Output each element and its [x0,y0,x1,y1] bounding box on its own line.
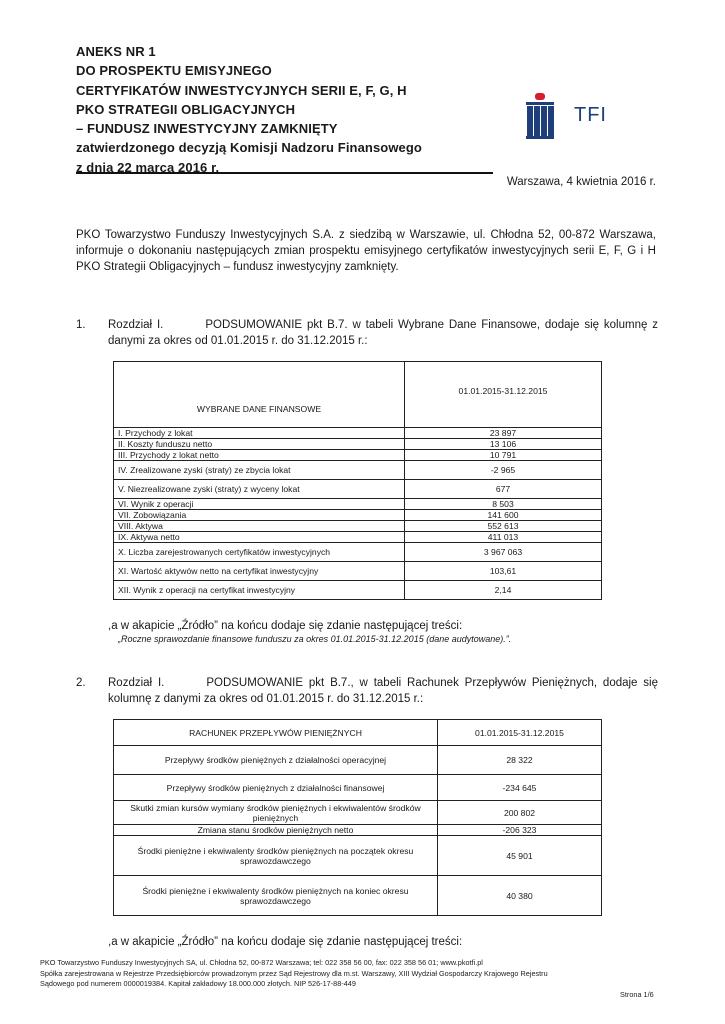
source-note: ,a w akapicie „Źródło” na końcu dodaje się zdanie następującej treści: [108,620,463,632]
footer-line: Sądowego pod numerem 0000019384. Kapitał zakładowy 18.000.000 złotych. NIP 526-17-88-449 [40,979,356,989]
title-line: – FUNDUSZ INWESTYCYJNY ZAMKNIĘTY [76,121,338,137]
table-cell: Zmiana stanu środków pieniężnych netto [114,825,438,836]
table-cell: VII. Zobowiązania [114,510,405,521]
table-cell: -234 645 [438,775,602,801]
title-line: ANEKS NR 1 [76,44,156,59]
table-cell: VI. Wynik z operacji [114,499,405,510]
table-cell: VIII. Aktywa [114,521,405,532]
table-cell: 200 802 [438,801,602,825]
intro-paragraph: PKO Towarzystwo Funduszy Inwestycyjnych S.A. z siedzibą w Warszawie, ul. Chłodna 52, 00-872 Warszawa, informuje o dokonaniu następujących zmian prospektu emisyjnego certyfikatów inwestycyjnych serii E, F, G i H PKO Strategii Obligacyjnych – fundusz inwestycyjny zamknięty. [76,229,656,273]
section-2 [76,676,658,710]
footer [40,958,600,990]
table-cell: 103,61 [405,562,602,581]
table-cell: 411 013 [405,532,602,543]
table-cell: I. Przychody z lokat [114,428,405,439]
table-header: RACHUNEK PRZEPŁYWÓW PIENIĘŻNYCH [114,720,438,746]
table-cell: 45 901 [438,836,602,876]
footer-line: Spółka zarejestrowana w Rejestrze Przedsiębiorców prowadzonym przez Sąd Rejestrowy dla m.st. Warszawy, XIII Wydział Gospodarczy Krajowego Rejestru [40,968,548,978]
table-cell: V. Niezrealizowane zyski (straty) z wyceny lokat [114,480,405,499]
cash-flow-table [113,719,602,916]
table-cell: Skutki zmian kursów wymiany środków pieniężnych i ekwiwalentów środków pieniężnych [114,801,438,825]
section-number: 1. [76,319,86,331]
table-cell: IV. Zrealizowane zyski (straty) ze zbycia lokat [114,461,405,480]
source-quote: „Roczne sprawozdanie finansowe funduszu za okres 01.01.2015-31.12.2015 (dane audytowane).”. [118,634,512,644]
table-cell: 23 897 [405,428,602,439]
title-line: z dnia 22 marca 2016 r. [76,159,220,175]
table-cell: 40 380 [438,876,602,916]
logo-tfi-text: TFI [574,104,607,126]
page-number: Strona 1/6 [620,990,654,999]
table-cell: 10 791 [405,450,602,461]
table-cell: 677 [405,480,602,499]
table-cell: 552 613 [405,521,602,532]
table-cell: 141 600 [405,510,602,521]
table-header: WYBRANE DANE FINANSOWE [114,362,405,428]
document-title [76,42,496,177]
section-description: PODSUMOWANIE pkt B.7. w tabeli Wybrane Dane Finansowe, dodaje się kolumnę z danymi za okres od 01.01.2015 r. do 31.12.2015 r.: [108,319,658,347]
table-cell: 3 967 063 [405,543,602,562]
selected-financial-data-table [113,361,602,600]
table-cell: XII. Wynik z operacji na certyfikat inwestycyjny [114,581,405,600]
section-description: PODSUMOWANIE pkt B.7., w tabeli Rachunek Przepływów Pieniężnych, dodaje się kolumnę z danymi za okres od 01.01.2015 r. do 31.12.2015 r.: [108,677,659,705]
table-cell: 28 322 [438,746,602,775]
title-line: CERTYFIKATÓW INWESTYCYJNYCH SERII E, F, G, H [76,82,407,98]
section-chapter: Rozdział I. [108,677,165,689]
table-cell: 2,14 [405,581,602,600]
footer-line: PKO Towarzystwo Funduszy Inwestycyjnych SA, ul. Chłodna 52, 00-872 Warszawa; tel: 022 358 56 00, fax: 022 358 56 01; www.pkotfi.pl [40,958,483,967]
title-line: DO PROSPEKTU EMISYJNEGO [76,63,272,79]
section-chapter: Rozdział I. [108,319,164,331]
table-header: 01.01.2015-31.12.2015 [405,362,602,428]
table-cell: III. Przychody z lokat netto [114,450,405,461]
table-cell: Przepływy środków pieniężnych z działalności finansowej [114,775,438,801]
section-number: 2. [76,677,86,689]
table-cell: -206 323 [438,825,602,836]
table-header: 01.01.2015-31.12.2015 [438,720,602,746]
source-note: ,a w akapicie „Źródło” na końcu dodaje się zdanie następującej treści: [108,936,463,948]
section-1 [76,318,658,352]
section-text [108,318,658,349]
title-divider [76,172,493,174]
table-cell: XI. Wartość aktywów netto na certyfikat inwestycyjny [114,562,405,581]
table-cell: Środki pieniężne i ekwiwalenty środków pieniężnych na koniec okresu sprawozdawczego [114,876,438,916]
title-line: PKO STRATEGII OBLIGACYJNYCH [76,101,296,117]
table-cell: Przepływy środków pieniężnych z działalności operacyjnej [114,746,438,775]
title-line: zatwierdzonego decyzją Komisji Nadzoru Finansowego [76,140,422,156]
table-cell: X. Liczba zarejestrowanych certyfikatów inwestycyjnych [114,543,405,562]
table-cell: 13 106 [405,439,602,450]
table-cell: II. Koszty funduszu netto [114,439,405,450]
document-date: Warszawa, 4 kwietnia 2016 r. [506,176,656,188]
table-cell: IX. Aktywa netto [114,532,405,543]
table-cell: -2 965 [405,461,602,480]
table-cell: Środki pieniężne i ekwiwalenty środków pieniężnych na początek okresu sprawozdawczego [114,836,438,876]
section-text [108,676,658,707]
table-cell: 8 503 [405,499,602,510]
